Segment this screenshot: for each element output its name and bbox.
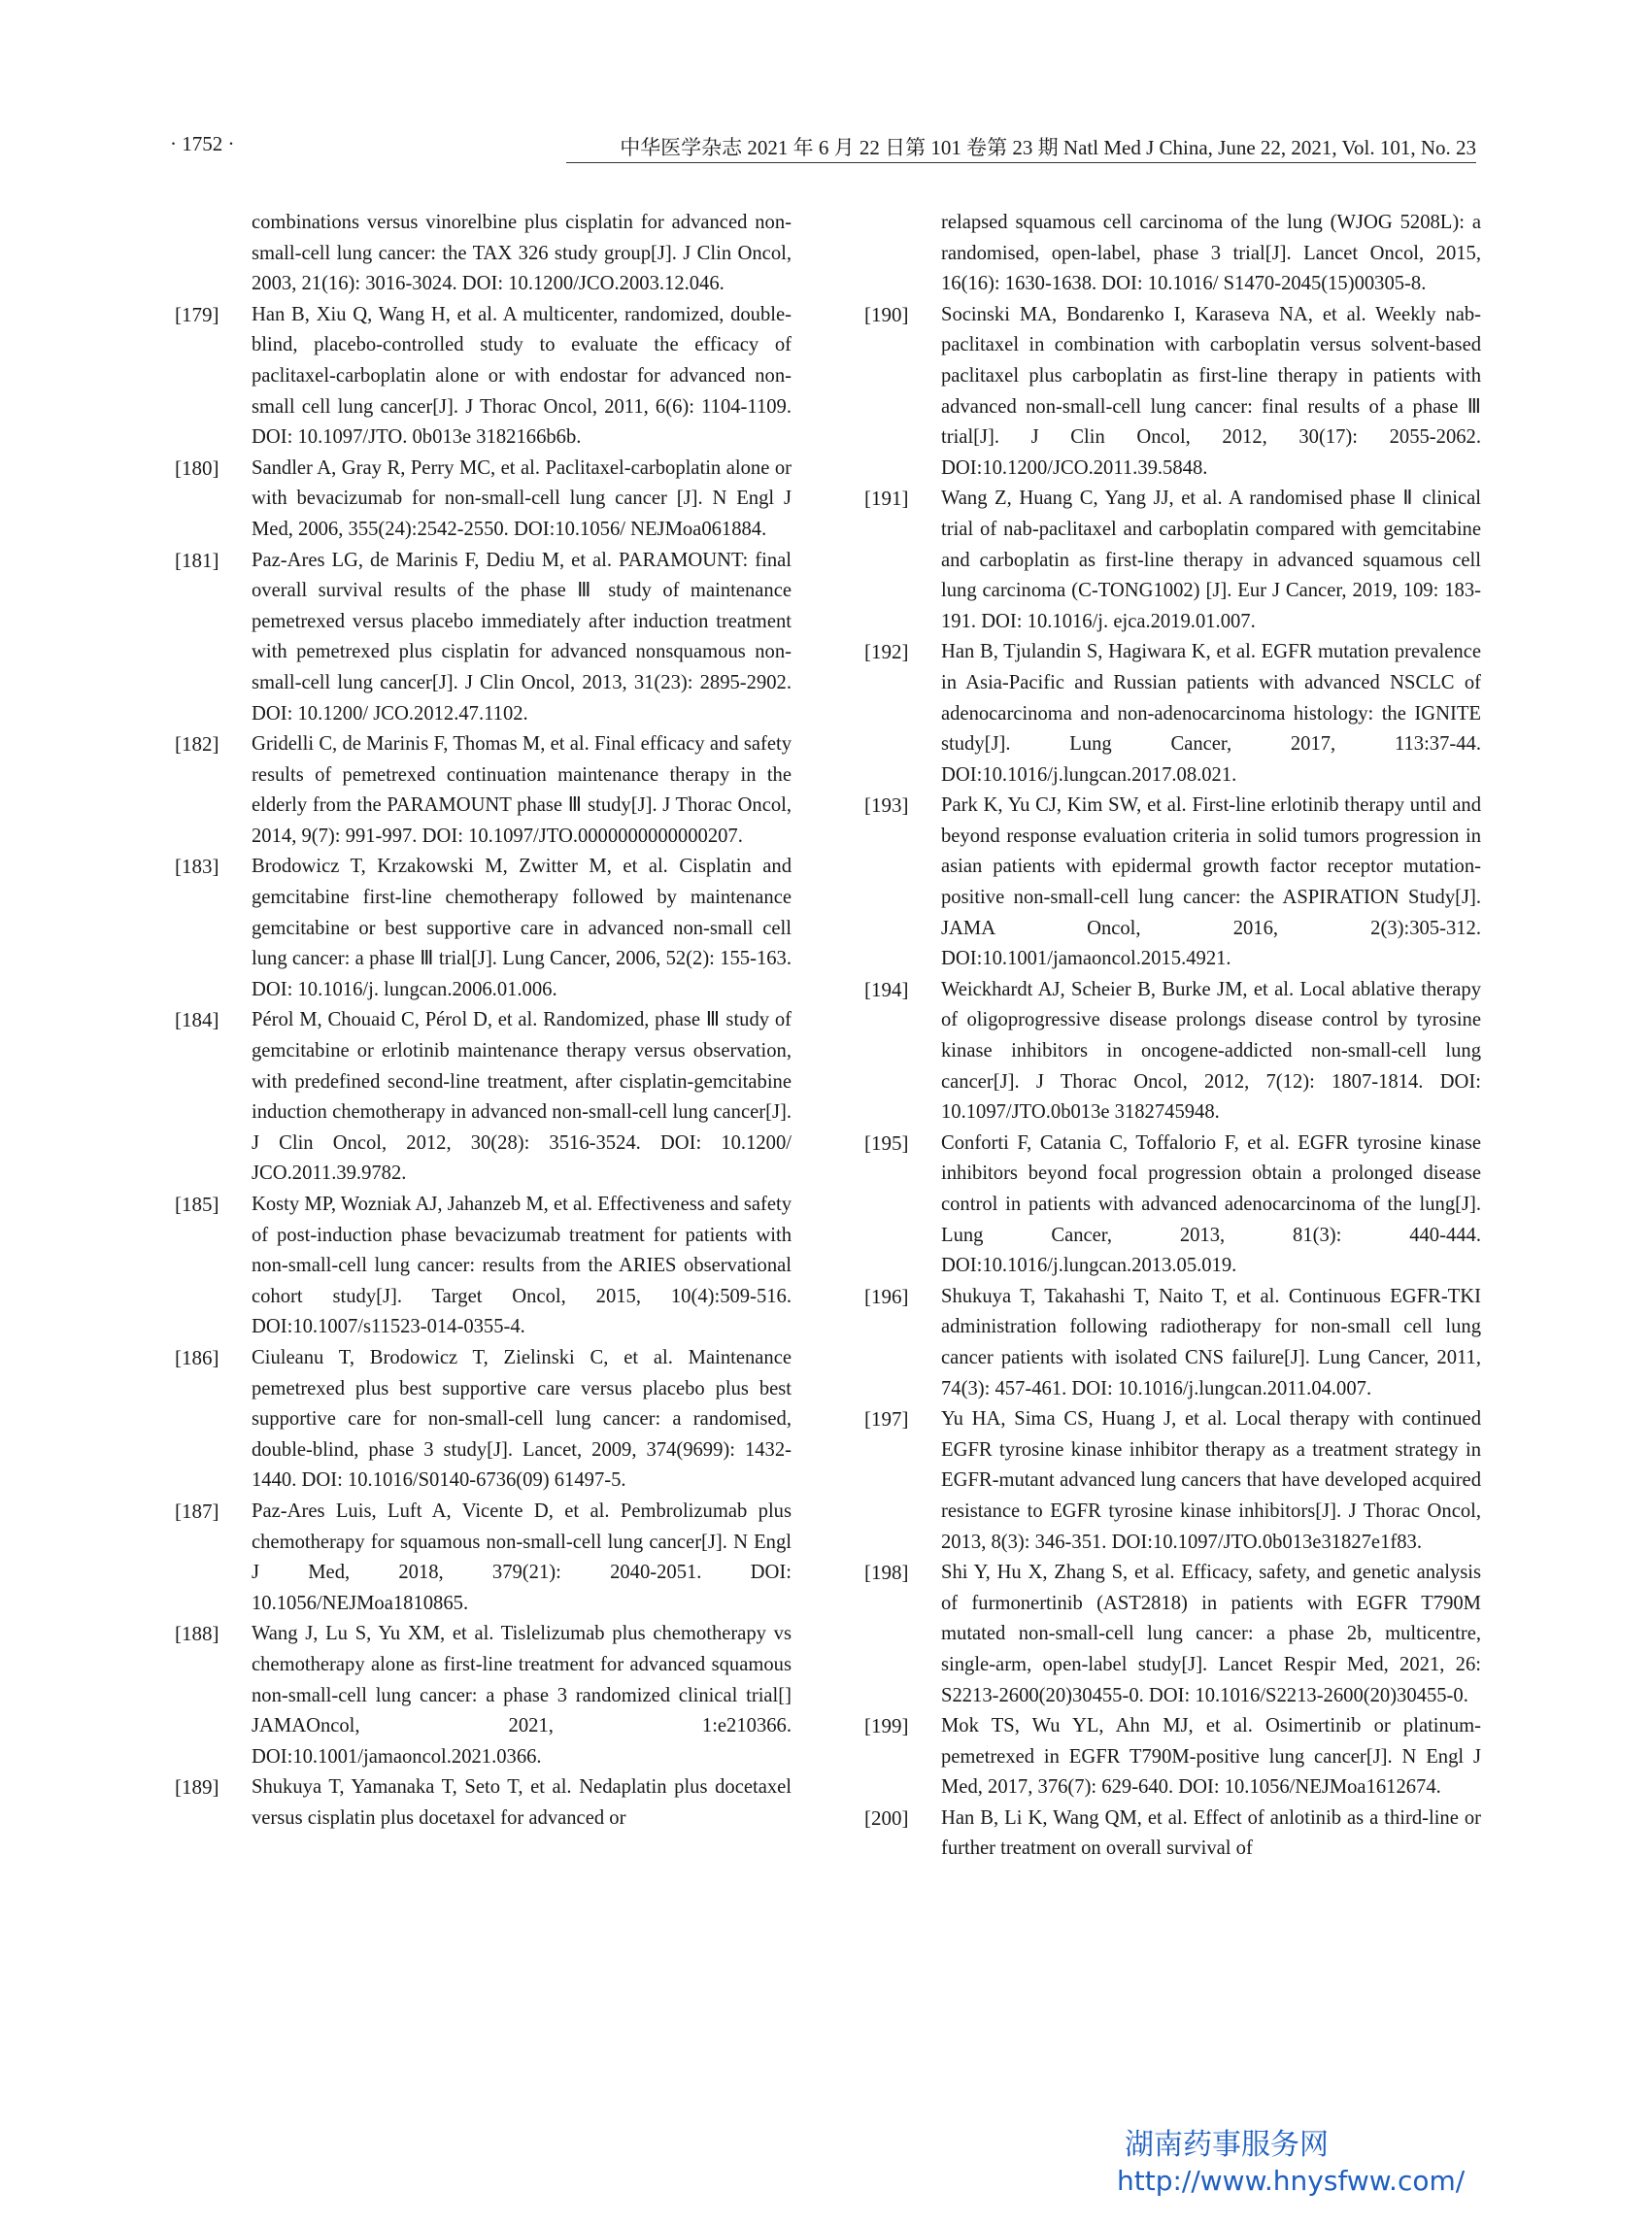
reference-number: [179] (175, 302, 219, 326)
reference-number: [183] (175, 855, 219, 879)
reference-number: [184] (175, 1008, 219, 1032)
reference-item (175, 546, 792, 730)
reference-item (175, 729, 792, 852)
reference-number: [195] (864, 1130, 909, 1155)
reference-item (864, 484, 1481, 637)
reference-item (175, 1190, 792, 1343)
reference-text: Wang Z, Huang C, Yang JJ, et al. A randomised phase Ⅱ clinical trial of nab-paclitaxel and carboplatin compared with gemcitabine and carboplatin as first-line therapy in advanced squamous cell lung carcinoma (C-TONG1002) [J]. Eur J Cancer, 2019, 109: 183-191. DOI: 10.1016/j. ejca.2019.01.007. (941, 488, 1481, 632)
reference-text: Brodowicz T, Krzakowski M, Zwitter M, et al. Cisplatin and gemcitabine first-line chemotherapy followed by maintenance gemcitabine or best supportive care in advanced non-small cell lung cancer: a phase Ⅲ trial[J]. Lung Cancer, 2006, 52(2): 155-163. DOI: 10.1016/j. lungcan.2006.01.006. (252, 856, 792, 1000)
reference-number: [185] (175, 1193, 219, 1216)
reference-number: [186] (175, 1345, 219, 1369)
reference-number: [197] (864, 1407, 909, 1432)
reference-number: [180] (175, 455, 219, 480)
reference-number: [194] (864, 977, 909, 1001)
watermark-url-link[interactable]: http://www.hnysfww.com/ (1117, 2165, 1466, 2197)
reference-item (175, 1343, 792, 1497)
reference-item (864, 791, 1481, 975)
page-number: · 1752 · (170, 132, 235, 155)
reference-text: Han B, Li K, Wang QM, et al. Effect of anlotinib as a third-line or further treatment on overall survival of (941, 1806, 1481, 1860)
reference-item (175, 852, 792, 1005)
reference-number: [193] (864, 793, 909, 818)
reference-item (864, 1804, 1481, 1865)
reference-text: Paz-Ares LG, de Marinis F, Dediu M, et al. PARAMOUNT: final overall survival results of the phase Ⅲ study of maintenance pemetrexed versus placebo immediately after induction treatment with pemetrexed plus cisplatin for advanced nonsquamous non-small-cell lung cancer[J]. J Clin Oncol, 2013, 31(23): 2895-2902. DOI: 10.1200/ JCO.2012.47.1102. (252, 549, 792, 725)
reference-text: Wang J, Lu S, Yu XM, et al. Tislelizumab plus chemotherapy vs chemotherapy alone as first-line treatment for advanced squamous non-small-cell lung cancer: a phase 3 randomized clinical trial[] JAMAOncol, 2021, 1:e210366. DOI:10.1001/jamaoncol.2021.0366. (252, 1623, 792, 1768)
reference-continuation (864, 208, 1481, 300)
reference-text: Sandler A, Gray R, Perry MC, et al. Paclitaxel-carboplatin alone or with bevacizumab for non-small-cell lung cancer [J]. N Engl J Med, 2006, 355(24):2542-2550. DOI:10.1056/ NEJMoa061884. (252, 456, 792, 540)
reference-item (175, 1772, 792, 1834)
reference-text: Conforti F, Catania C, Toffalorio F, et al. EGFR tyrosine kinase inhibitors beyond focal progression obtain a prolonged disease control in patients with advanced adenocarcinoma of the lung[J]. Lung Cancer, 2013, 81(3): 440-444. DOI:10.1016/j.lungcan.2013.05.019. (941, 1131, 1481, 1277)
reference-text: Ciuleanu T, Brodowicz T, Zielinski C, et al. Maintenance pemetrexed plus best supportive care versus placebo plus best supportive care for non-small-cell lung cancer: a randomised, double-blind, phase 3 study[J]. Lancet, 2009, 374(9699): 1432-1440. DOI: 10.1016/S0140-6736(09) 61497-5. (252, 1346, 792, 1492)
reference-item (175, 1619, 792, 1772)
reference-item (864, 1711, 1481, 1804)
header-rule (566, 162, 1476, 163)
reference-text: combinations versus vinorelbine plus cisplatin for advanced non-small-cell lung cancer: the TAX 326 study group[J]. J Clin Oncol, 2003, 21(16): 3016-3024. DOI: 10.1200/JCO.2003.12.046. (252, 212, 792, 295)
reference-text: Socinski MA, Bondarenko I, Karaseva NA, et al. Weekly nab-paclitaxel in combination with carboplatin versus solvent-based paclitaxel plus carboplatin as first-line therapy in patients with advanced non-small-cell lung cancer: final results of a phase Ⅲ trial[J]. J Clin Oncol, 2012, 30(17): 2055-2062. DOI:10.1200/JCO.2011.39.5848. (941, 303, 1481, 479)
reference-number: [187] (175, 1499, 219, 1523)
reference-text: Park K, Yu CJ, Kim SW, et al. First-line erlotinib therapy until and beyond response evaluation criteria in solid tumors progression in asian patients with epidermal growth factor receptor mutation-positive non-small-cell lung cancer: the ASPIRATION Study[J]. JAMA Oncol, 2016, 2(3):305-312. DOI:10.1001/jamaoncol.2015.4921. (941, 794, 1481, 970)
reference-text: Gridelli C, de Marinis F, Thomas M, et al. Final efficacy and safety results of pemetrexed continuation maintenance therapy in the elderly from the PARAMOUNT phase Ⅲ study[J]. J Thorac Oncol, 2014, 9(7): 991-997. DOI: 10.1097/JTO.0000000000000207. (252, 733, 792, 847)
reference-list-right (864, 300, 1481, 1865)
reference-number: [188] (175, 1622, 219, 1646)
reference-item (864, 1404, 1481, 1558)
reference-text: Mok TS, Wu YL, Ahn MJ, et al. Osimertinib or platinum-pemetrexed in EGFR T790M-positive lung cancer[J]. N Engl J Med, 2017, 376(7): 629-640. DOI: 10.1056/NEJMoa1612674. (941, 1715, 1481, 1799)
reference-text: Paz-Ares Luis, Luft A, Vicente D, et al. Pembrolizumab plus chemotherapy for squamous non-small-cell lung cancer[J]. N Engl J Med, 2018, 379(21): 2040-2051. DOI: 10.1056/NEJMoa1810865. (252, 1500, 792, 1614)
reference-text: Shukuya T, Takahashi T, Naito T, et al. Continuous EGFR-TKI administration following radiotherapy for non-small cell lung cancer patients with isolated CNS failure[J]. Lung Cancer, 2011, 74(3): 457-461. DOI: 10.1016/j.lungcan.2011.04.007. (941, 1285, 1481, 1399)
reference-item (175, 454, 792, 546)
reference-text: Weickhardt AJ, Scheier B, Burke JM, et al. Local ablative therapy of oligoprogressive disease prolongs disease control by tyrosine kinase inhibitors in oncogene-addicted non-small-cell lung cancer[J]. J Thorac Oncol, 2012, 7(12): 1807-1814. DOI: 10.1097/JTO.0b013e 3182745948. (941, 978, 1481, 1124)
reference-item (175, 1005, 792, 1190)
reference-text: Han B, Xiu Q, Wang H, et al. A multicenter, randomized, double-blind, placebo-controlled study to evaluate the efficacy of paclitaxel-carboplatin alone or with endostar for advanced non-small cell lung cancer[J]. J Thorac Oncol, 2011, 6(6): 1104-1109. DOI: 10.1097/JTO. 0b013e 3182166b6b. (252, 303, 792, 449)
journal-citation-header: 中华医学杂志 2021 年 6 月 22 日第 101 卷第 23 期 Natl Med J China, June 22, 2021, Vol. 101, No. 23 (620, 136, 1476, 159)
watermark[interactable] (1117, 2127, 1505, 2199)
reference-item (864, 1558, 1481, 1711)
reference-number: [189] (175, 1775, 219, 1800)
reference-number: [198] (864, 1561, 909, 1585)
reference-item (864, 975, 1481, 1129)
reference-number: [190] (864, 302, 909, 326)
reference-item (864, 1129, 1481, 1282)
reference-item (175, 1497, 792, 1619)
reference-text: Han B, Tjulandin S, Hagiwara K, et al. EGFR mutation prevalence in Asia-Pacific and Russian patients with advanced NSCLC of adenocarcinoma and non-adenocarcinoma histology: the IGNITE study[J]. Lung Cancer, 2017, 113:37-44. DOI:10.1016/j.lungcan.2017.08.021. (941, 641, 1481, 786)
reference-number: [191] (864, 487, 909, 511)
reference-number: [200] (864, 1805, 909, 1830)
reference-text: relapsed squamous cell carcinoma of the lung (WJOG 5208L): a randomised, open-label, phase 3 trial[J]. Lancet Oncol, 2015, 16(16): 1630-1638. DOI: 10.1016/ S1470-2045(15)00305-8. (941, 212, 1481, 295)
reference-item (864, 1282, 1481, 1404)
reference-number: [182] (175, 732, 219, 757)
reference-text: Yu HA, Sima CS, Huang J, et al. Local therapy with continued EGFR tyrosine kinase inhibitor therapy as a treatment strategy in EGFR-mutant advanced lung cancers that have developed acquired resistance to EGFR tyrosine kinase inhibitors[J]. J Thorac Oncol, 2013, 8(3): 346-351. DOI:10.1097/JTO.0b013e31827e1f83. (941, 1408, 1481, 1553)
reference-text: Pérol M, Chouaid C, Pérol D, et al. Randomized, phase Ⅲ study of gemcitabine or erlotinib maintenance therapy versus observation, with predefined second-line treatment, after cisplatin-gemcitabine induction chemotherapy in advanced non-small-cell lung cancer[J]. J Clin Oncol, 2012, 30(28): 3516-3524. DOI: 10.1200/ JCO.2011.39.9782. (252, 1009, 792, 1185)
reference-list-left (175, 300, 792, 1835)
reference-text: Shi Y, Hu X, Zhang S, et al. Efficacy, safety, and genetic analysis of furmonertinib (AST2818) in patients with EGFR T790M mutated non-small-cell lung cancer: a phase 2b, multicentre, single-arm, open-label study[J]. Lancet Respir Med, 2021, 26: S2213-2600(20)30455-0. DOI: 10.1016/S2213-2600(20)30455-0. (941, 1562, 1481, 1706)
reference-item (864, 637, 1481, 791)
right-column (864, 208, 1481, 1865)
reference-number: [196] (864, 1284, 909, 1308)
reference-item (175, 300, 792, 454)
reference-number: [199] (864, 1714, 909, 1738)
reference-text: Kosty MP, Wozniak AJ, Jahanzeb M, et al. Effectiveness and safety of post-induction phase bevacizumab treatment for patients with non-small-cell lung cancer: results from the ARIES observational cohort study[J]. Target Oncol, 2015, 10(4):509-516. DOI:10.1007/s11523-014-0355-4. (252, 1194, 792, 1338)
reference-text: Shukuya T, Yamanaka T, Seto T, et al. Nedaplatin plus docetaxel versus cisplatin plus docetaxel for advanced or (252, 1776, 792, 1829)
reference-continuation (175, 208, 792, 300)
reference-number: [192] (864, 640, 909, 664)
watermark-site-name: 湖南药事服务网 (1125, 2128, 1329, 2162)
left-column (175, 208, 792, 1834)
reference-number: [181] (175, 548, 219, 572)
running-header (170, 132, 1476, 161)
reference-item (864, 300, 1481, 485)
